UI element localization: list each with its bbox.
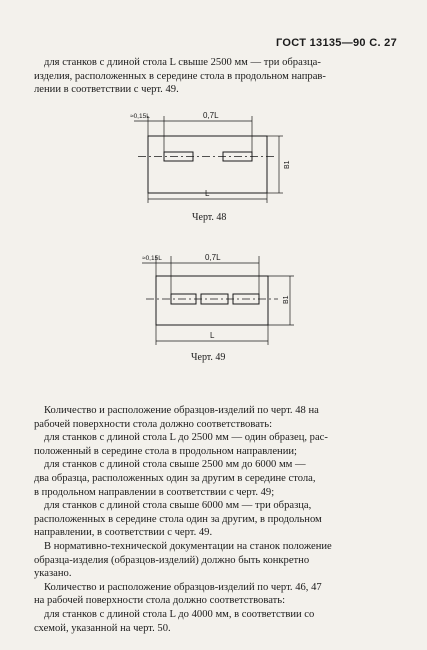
dim-offset-49: ≈0,15L xyxy=(142,255,162,262)
dim-width-48: B1 xyxy=(284,160,291,169)
dim-length-48: L xyxy=(205,189,210,198)
table-outline-49 xyxy=(156,276,268,325)
body-line: для станков с длиной стола L до 2500 мм — один образец, рас- xyxy=(44,432,328,444)
body-line: для станков с длиной стола свыше 6000 мм — три образца, xyxy=(44,500,312,512)
dim-length-49: L xyxy=(210,331,215,340)
body-line: направлении, в соответствии с черт. 49. xyxy=(34,527,213,539)
page-header: ГОСТ 13135—90 С. 27 xyxy=(276,37,397,49)
body-line: на рабочей поверхности стола должно соответствовать: xyxy=(34,595,286,607)
body-line: Количество и расположение образцов-изделий по черт. 46, 47 xyxy=(44,581,322,593)
intro-line: лении в соответствии с черт. 49. xyxy=(34,84,179,96)
caption-48: Черт. 48 xyxy=(192,212,227,223)
body-line: расположенных в середине стола один за другим, в продольном xyxy=(34,513,322,525)
body-line: В нормативно-технической документации на станок положение xyxy=(44,540,332,552)
table-outline-48 xyxy=(148,136,267,193)
body-line: схемой, указанной на черт. 50. xyxy=(34,622,171,634)
dim-width-49: B1 xyxy=(283,295,290,304)
body-paragraph xyxy=(34,404,397,635)
caption-49: Черт. 49 xyxy=(191,352,226,363)
body-line: в продольном направлении в соответствии с черт. 49; xyxy=(34,486,275,498)
dim-offset-48: ≈0,15L xyxy=(130,113,150,120)
body-line: Количество и расположение образцов-изделий по черт. 48 на xyxy=(44,405,319,416)
body-line: рабочей поверхности стола должно соответствовать: xyxy=(34,418,273,430)
body-line: для станков с длиной стола L до 4000 мм, в соответствии со xyxy=(44,608,315,620)
intro-line: для станков с длиной стола L свыше 2500 мм — три образца- xyxy=(44,57,321,68)
dim-span-48: 0,7L xyxy=(203,111,219,120)
intro-line: изделия, расположенных в середине стола в продольном направ- xyxy=(34,70,326,82)
body-line: образца-изделия (образцов-изделий) должно быть конкретно xyxy=(34,554,310,566)
body-line: два образца, расположенных один за другим в середине стола, xyxy=(34,472,316,484)
body-line: указано. xyxy=(34,568,72,580)
body-line: положенный в середине стола в продольном направлении; xyxy=(34,445,298,457)
dim-span-49: 0,7L xyxy=(205,253,221,262)
body-line: для станков с длиной стола свыше 2500 мм до 6000 мм — xyxy=(44,459,306,471)
